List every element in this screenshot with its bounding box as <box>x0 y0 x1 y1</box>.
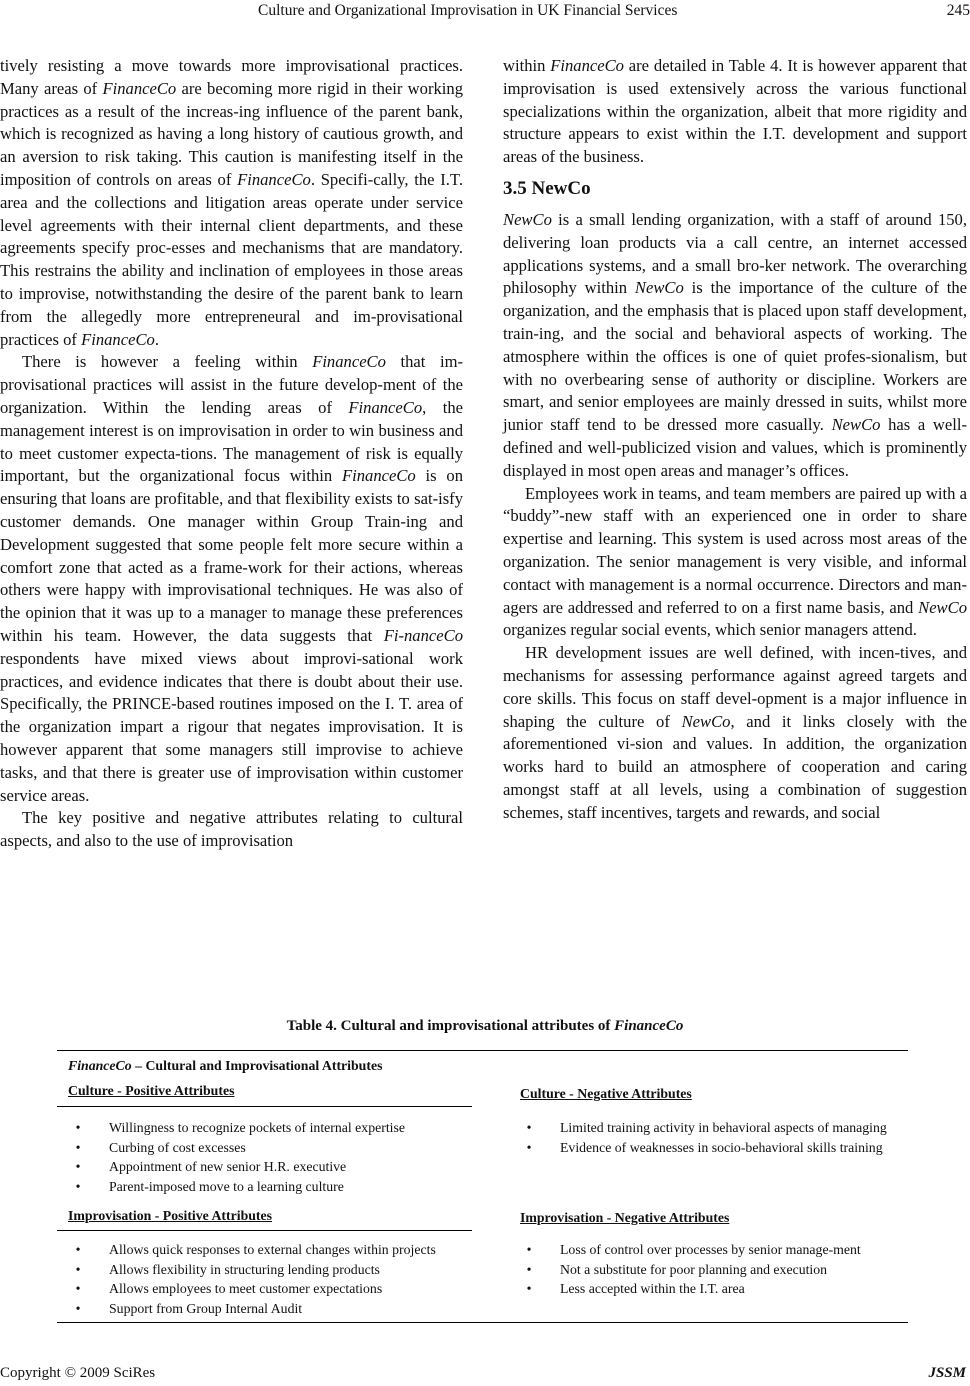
company-name: NewCo <box>634 278 684 298</box>
company-name: FinanceCo <box>237 169 311 189</box>
text-run: HR development issues are well defined, with incen-tives, and mechanisms for assessing performance against agreed targets and core skills. This focus on staff devel-opment is a major influence in shaping the culture of <box>503 643 967 731</box>
attribute-text: Appointment of new senior H.R. executive <box>109 1159 347 1174</box>
text-run: respondents have mixed views about improvi-sational work practices, and evidence indicates that there is doubt about their use. Specifically, the PRINCE-based routines imposed on the I. T. area of the organization impart a rigour that negates improvisation. It is however apparent that some managers still improvise to achieve tasks, and that there is greater use of improvisation within customer service areas. <box>0 648 463 805</box>
body-paragraph <box>503 55 967 169</box>
attribute-item <box>73 1138 493 1158</box>
copyright-notice: Copyright © 2009 SciRes <box>0 1365 156 1381</box>
body-paragraph <box>0 351 463 807</box>
company-name: NewCo <box>681 711 731 731</box>
improvisation-positive-rule <box>57 1230 472 1231</box>
body-paragraph <box>503 642 967 824</box>
attribute-text: Curbing of cost excesses <box>109 1139 246 1155</box>
culture-negative-list <box>524 1118 899 1157</box>
text-run: The key positive and negative attributes relating to cultural aspects, and also to the use of improvisation <box>0 808 463 851</box>
text-run: organizes regular social events, which senior managers attend. <box>503 620 917 640</box>
bullet-icon: • <box>75 1242 81 1257</box>
body-paragraph <box>503 209 967 483</box>
attribute-text: Allows employees to meet customer expectations <box>109 1281 383 1296</box>
attribute-item <box>73 1240 503 1260</box>
attribute-text: Allows flexibility in structuring lending products <box>109 1261 380 1277</box>
table-caption <box>0 1018 970 1035</box>
text-run: . Specifi-cally, the I.T. area and the collections and litigation areas operate under service level agreements with their internal client departments, and these agreements specify proc-esses and mechanisms that are mandatory. This restrains the ability and inclination of employees in those areas to improvise, notwithstanding the desire of the parent bank to learn from the allegedly more entrepreneural and im-provisational practices of <box>0 169 463 349</box>
bullet-icon: • <box>75 1159 81 1174</box>
attribute-item <box>524 1240 899 1260</box>
improvisation-positive-label: Improvisation - Positive Attributes <box>68 1208 273 1223</box>
culture-negative-label: Culture - Negative Attributes <box>520 1086 692 1101</box>
bullet-icon: • <box>526 1261 532 1277</box>
text-run: within <box>503 56 551 75</box>
text-run: are detailed in Table 4. It is however apparent that improvisation is used extensively across the various functional specializations within the organization, albeit that more rigidity and structure appears to exist within the I.T. development and support areas of the business. <box>503 56 967 167</box>
bullet-icon: • <box>526 1281 532 1296</box>
text-run: is a small lending organization, with a staff of around 150, delivering loan products via a call centre, an internet accessed applications systems, and a small bro-ker network. The overarching philosophy within <box>503 209 967 298</box>
text-run: There is however a feeling within <box>22 352 313 372</box>
table-caption-text: Table 4. Cultural and improvisational attributes of <box>286 1018 615 1034</box>
text-run: has a well-defined and well-publicized vision and values, which is prominently displayed in most open areas and manager’s offices. <box>503 415 968 480</box>
company-name: NewCo <box>918 597 967 617</box>
right-column <box>503 55 967 825</box>
table-heading <box>68 1058 382 1074</box>
company-name: NewCo <box>503 209 552 229</box>
attribute-item <box>524 1138 899 1158</box>
improvisation-negative-label: Improvisation - Negative Attributes <box>520 1210 730 1225</box>
attribute-item <box>73 1177 493 1197</box>
text-run: tively resisting a move towards more improvisational practices. Many areas of <box>0 56 463 98</box>
attribute-item <box>524 1279 899 1299</box>
company-name: FinanceCo <box>550 56 624 75</box>
attribute-text: Parent-imposed move to a learning culture <box>109 1178 344 1194</box>
table-top-rule <box>57 1050 908 1051</box>
attribute-text: Loss of control over processes by senior manage-ment <box>560 1242 861 1257</box>
bullet-icon: • <box>75 1178 81 1194</box>
journal-name: JSSM <box>928 1365 966 1381</box>
body-paragraph <box>0 807 463 853</box>
attribute-item <box>73 1299 503 1319</box>
text-run: , and it links closely with the aforementioned vi-sion and values. In addition, the organization works hard to build an atmosphere of cooperation and caring amongst staff at all levels, using a combination of suggestion schemes, staff incentives, targets and rewards, and social <box>503 711 967 822</box>
body-paragraph <box>503 483 967 643</box>
text-run: are becoming more rigid in their working practices as a result of the increas-ing influence of the parent bank, which is recognized as having a long history of cautious growth, and an aversion to risk taking. This caution is manifesting itself in the imposition of controls on areas of <box>0 78 463 189</box>
page-number: 245 <box>946 2 970 19</box>
running-title: Culture and Organizational Improvisation in UK Financial Services <box>258 2 678 19</box>
company-name: FinanceCo <box>81 329 155 349</box>
attribute-text: Less accepted within the I.T. area <box>560 1281 745 1296</box>
bullet-icon: • <box>75 1281 81 1296</box>
attribute-item <box>524 1260 899 1280</box>
section-heading: 3.5 NewCo <box>503 177 591 199</box>
attribute-text: Support from Group Internal Audit <box>109 1300 303 1316</box>
improvisation-negative-list <box>524 1240 899 1299</box>
bullet-icon: • <box>526 1120 532 1135</box>
company-name: FinanceCo <box>312 352 386 372</box>
text-run: Employees work in teams, and team members are paired up with a “buddy”-new staff with an experienced one in order to share expertise and learning. This system is used across most areas of the organization. The senior management is very visible, and informal contact with management is a normal occurrence. Directors and man-agers are addressed and referred to on a first name basis, and <box>503 483 967 617</box>
bullet-icon: • <box>526 1242 532 1257</box>
company-name: NewCo <box>831 415 881 435</box>
culture-positive-list <box>73 1118 493 1196</box>
attribute-item <box>73 1157 493 1177</box>
attribute-text: Willingness to recognize pockets of internal expertise <box>109 1120 405 1135</box>
attribute-text: Evidence of weaknesses in socio-behavioral skills training <box>560 1139 883 1155</box>
attribute-text: Not a substitute for poor planning and execution <box>560 1261 828 1277</box>
bullet-icon: • <box>75 1139 81 1155</box>
body-paragraph <box>0 55 463 351</box>
text-run: , the management interest is on improvisation in order to win business and to meet customer expecta-tions. The management of risk is equally important, but the organizational focus within <box>0 397 463 486</box>
improvisation-positive-list <box>73 1240 503 1318</box>
left-column <box>0 55 463 853</box>
table-caption-company: FinanceCo <box>614 1018 684 1034</box>
text-run: is on ensuring that loans are profitable, and that flexibility exists to sat-isfy customer demands. One manager within Group Train-ing and Development suggested that some people felt more secure within a comfort zone that acted as a frame-work for their actions, whereas others were happy with improvisational techniques. He was also of the opinion that it was up to a manager to manage these preferences within his team. However, the data suggests that <box>0 466 464 645</box>
table-bottom-rule <box>57 1322 908 1323</box>
text-run: is the importance of the culture of the organization, and the emphasis that is placed upon staff development, train-ing, and the social and behavioral aspects of working. The atmosphere within the offices is one of quiet profes-sionalism, but with no overbearing sense of authority or discipline. Workers are smart, and senior employees are mainly dressed in suits, whilst more junior staff tend to be dressed more casually. <box>503 278 967 435</box>
table-heading-company: FinanceCo <box>68 1058 132 1073</box>
attribute-item <box>73 1118 493 1138</box>
company-name: FinanceCo <box>348 397 423 417</box>
table-heading-text: – Cultural and Improvisational Attributes <box>131 1058 383 1073</box>
text-run: . <box>154 329 159 349</box>
culture-positive-label: Culture - Positive Attributes <box>68 1083 235 1098</box>
company-name: FinanceCo <box>341 466 416 486</box>
running-header <box>0 2 970 24</box>
bullet-icon: • <box>526 1139 532 1155</box>
bullet-icon: • <box>75 1261 81 1277</box>
culture-positive-rule <box>57 1106 472 1107</box>
text-run: that im-provisational practices will assist in the future develop-ment of the organization. Within the lending areas of <box>0 352 463 417</box>
attribute-text: Limited training activity in behavioral aspects of managing <box>560 1120 887 1135</box>
attribute-text: Allows quick responses to external changes within projects <box>109 1242 436 1257</box>
bullet-icon: • <box>75 1300 81 1316</box>
attribute-item <box>524 1118 899 1138</box>
bullet-icon: • <box>75 1120 81 1135</box>
company-name: FinanceCo <box>102 78 177 98</box>
attribute-item <box>73 1260 503 1280</box>
attribute-item <box>73 1279 503 1299</box>
company-name: Fi-nanceCo <box>383 625 463 645</box>
